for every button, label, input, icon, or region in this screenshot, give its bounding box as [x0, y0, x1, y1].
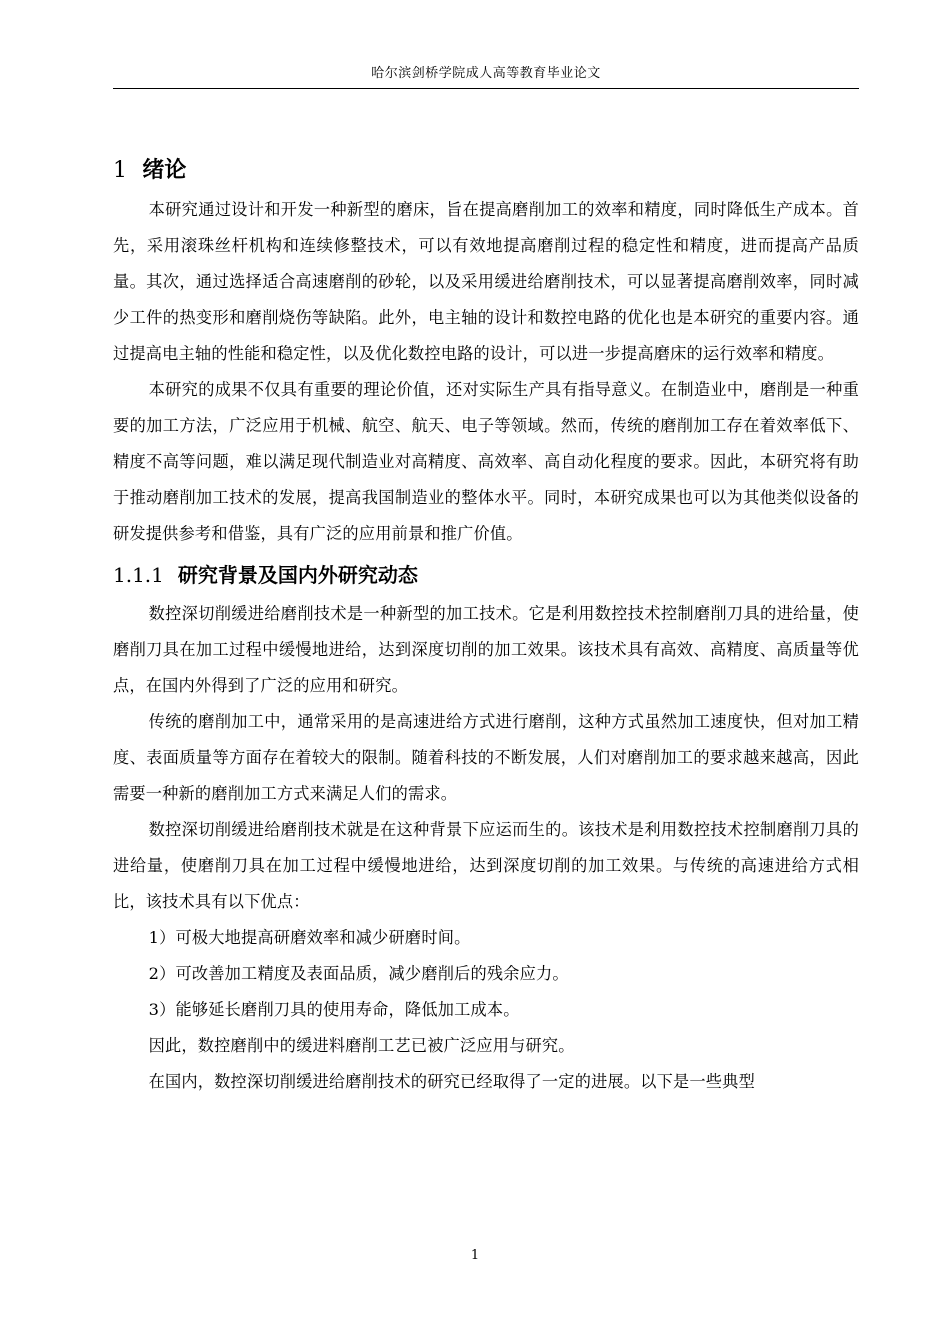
running-header: 哈尔滨剑桥学院成人高等教育毕业论文 — [371, 66, 601, 81]
section-heading — [113, 560, 859, 590]
paragraph: 数控深切削缓进给磨削技术就是在这种背景下应运而生的。该技术是利用数控技术控制磨削刀具的进给量，使磨削刀具在加工过程中缓慢地进给，达到深度切削的加工效果。与传统的高速进给方式相比，该技术具有以下优点： — [113, 820, 859, 911]
paragraph: 本研究的成果不仅具有重要的理论价值，还对实际生产具有指导意义。在制造业中，磨削是一种重要的加工方法，广泛应用于机械、航空、航天、电子等领域。然而，传统的磨削加工存在着效率低下、精度不高等问题，难以满足现代制造业对高精度、高效率、高自动化程度的要求。因此，本研究将有助于推动磨削加工技术的发展，提高我国制造业的整体水平。同时，本研究成果也可以为其他类似设备的研发提供参考和借鉴，具有广泛的应用前景和推广价值。 — [113, 380, 859, 543]
list-item: 1）可极大地提高研磨效率和减少研磨时间。 — [148, 928, 471, 947]
list-item: 3）能够延长磨削刀具的使用寿命，降低加工成本。 — [148, 1000, 520, 1019]
section-number: 1.1.1 — [113, 563, 164, 587]
chapter-heading — [113, 155, 859, 187]
chapter-number: 1 — [113, 158, 127, 183]
chapter-title: 绪论 — [142, 158, 187, 183]
paragraph: 在国内，数控深切削缓进给磨削技术的研究已经取得了一定的进展。以下是一些典型 — [148, 1072, 755, 1091]
paragraph: 数控深切削缓进给磨削技术是一种新型的加工技术。它是利用数控技术控制磨削刀具的进给量，使磨削刀具在加工过程中缓慢地进给，达到深度切削的加工效果。该技术具有高效、高精度、高质量等优点，在国内外得到了广泛的应用和研究。 — [113, 604, 859, 695]
header-rule — [113, 88, 859, 89]
page-number: 1 — [470, 1248, 480, 1263]
paragraph: 传统的磨削加工中，通常采用的是高速进给方式进行磨削，这种方式虽然加工速度快，但对加工精度、表面质量等方面存在着较大的限制。随着科技的不断发展，人们对磨削加工的要求越来越高，因此需要一种新的磨削加工方式来满足人们的需求。 — [113, 712, 859, 803]
paragraph: 本研究通过设计和开发一种新型的磨床，旨在提高磨削加工的效率和精度，同时降低生产成本。首先，采用滚珠丝杆机构和连续修整技术，可以有效地提高磨削过程的稳定性和精度，进而提高产品质量。其次，通过选择适合高速磨削的砂轮，以及采用缓进给磨削技术，可以显著提高磨削效率，同时减少工件的热变形和磨削烧伤等缺陷。此外，电主轴的设计和数控电路的优化也是本研究的重要内容。通过提高电主轴的性能和稳定性，以及优化数控电路的设计，可以进一步提高磨床的运行效率和精度。 — [113, 200, 859, 363]
list-item: 2）可改善加工精度及表面品质，减少磨削后的残余应力。 — [148, 964, 569, 983]
section-title: 研究背景及国内外研究动态 — [177, 563, 418, 587]
paragraph: 因此，数控磨削中的缓进料磨削工艺已被广泛应用与研究。 — [148, 1036, 575, 1055]
page-content — [113, 155, 859, 1100]
